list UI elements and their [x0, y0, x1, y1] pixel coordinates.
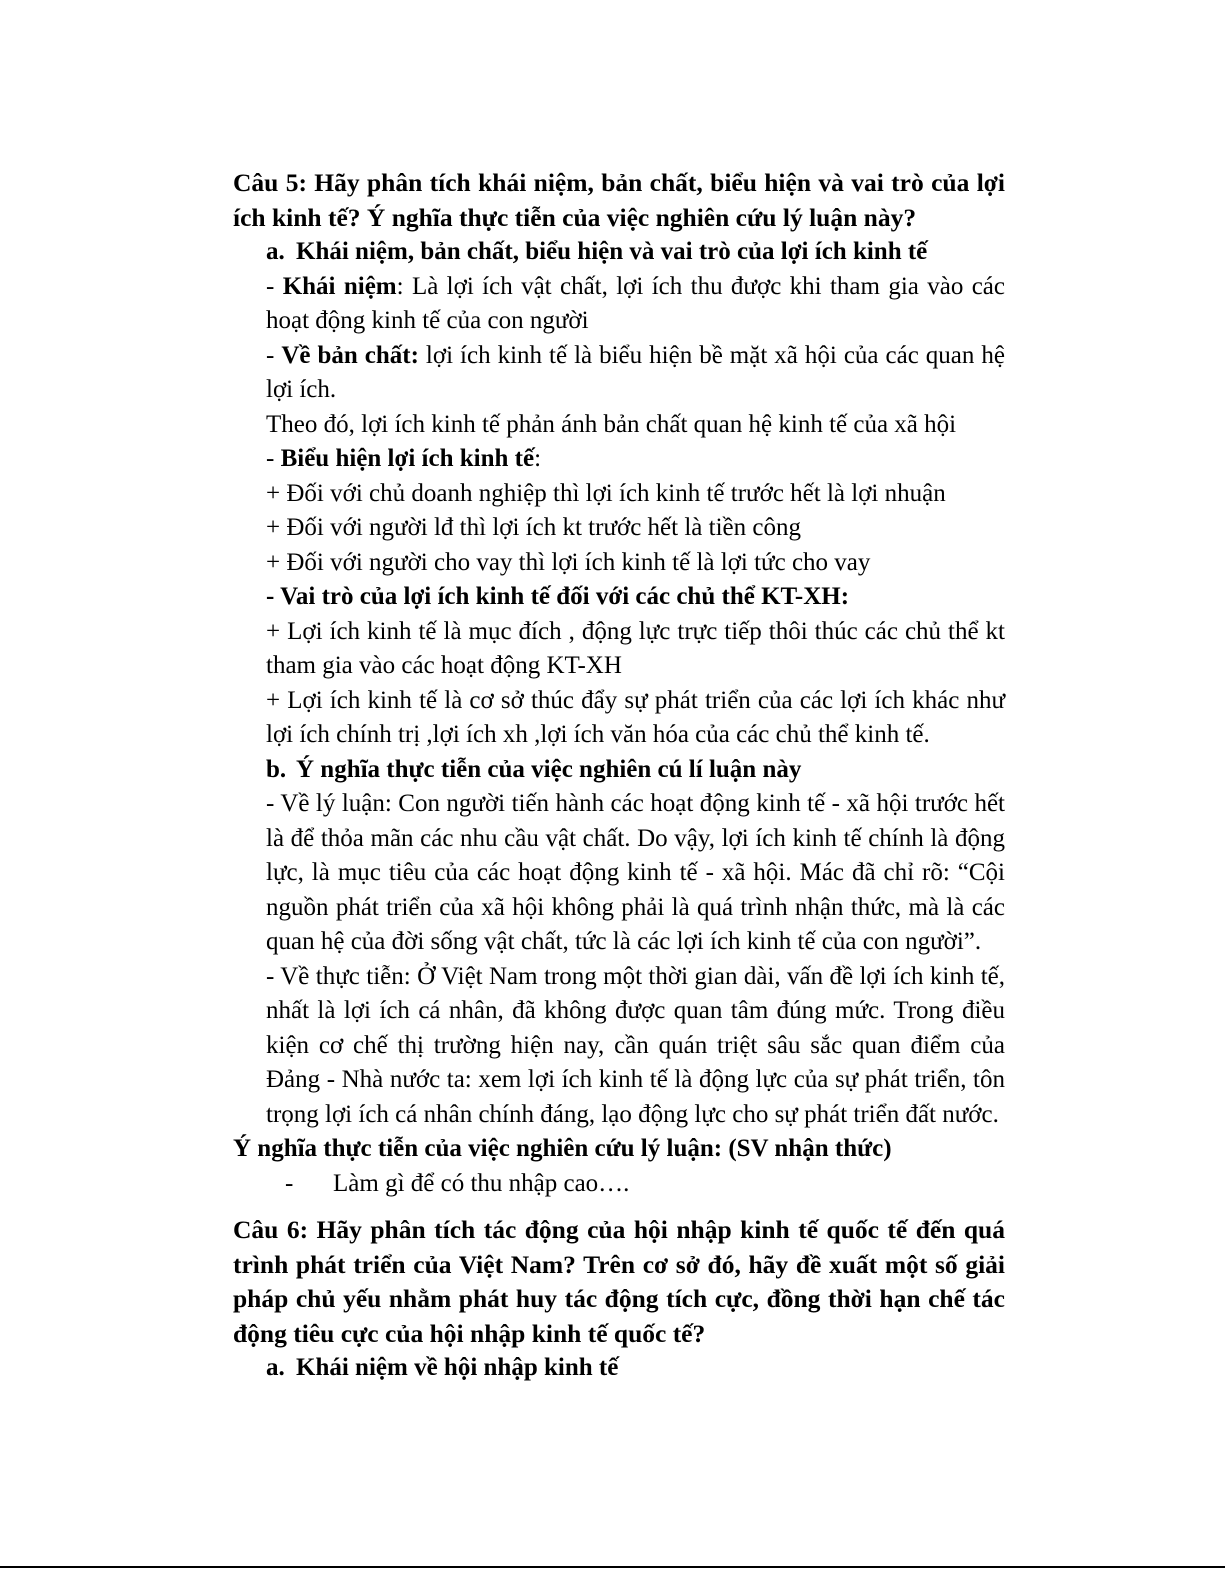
section-a-heading	[266, 235, 1005, 270]
concept-dash: -	[266, 272, 283, 300]
question-6-title: Câu 6: Hãy phân tích tác động của hội nhập kinh tế quốc tế đến quá trình phát triển của Việt Nam? Trên cơ sở đó, hãy đề xuất một số giải pháp chủ yếu nhằm phát huy tác động tích cực, đồng thời hạn chế tác động tiêu cực của hội nhập kinh tế quốc tế?	[233, 1215, 1005, 1348]
document-page	[233, 166, 1005, 1386]
section-b-letter: b.	[266, 755, 287, 783]
question-5-title: Câu 5: Hãy phân tích khái niệm, bản chất, biểu hiện và vai trò của lợi ích kinh tế? Ý nghĩa thực tiễn của việc nghiên cứu lý luận này?	[233, 168, 1005, 232]
concept-label: Khái niệm	[282, 272, 397, 300]
q6-section-a-text: Khái niệm về hội nhập kinh tế	[296, 1354, 619, 1381]
section-b-text: Ý nghĩa thực tiễn của việc nghiên cú lí luận này	[296, 755, 802, 783]
q6-section-a-heading	[266, 1351, 1005, 1386]
expression-item: + Đối với người cho vay thì lợi ích kinh tế là lợi tức cho vay	[266, 548, 871, 576]
expression-dash: -	[266, 445, 281, 472]
theory-paragraph: - Về lý luận: Con người tiến hành các hoạt động kinh tế - xã hội trước hết là để thỏa mãn các nhu cầu vật chất. Do vậy, lợi ích kinh tế chính là động lực, là mục tiêu của các hoạt động kinh tế - xã hội. Mác đã chỉ rõ: “Cội nguồn phát triển của xã hội không phải là quá trình nhận thức, mà là các quan hệ của đời sống vật chất, tức là các lợi ích kinh tế của con người”.	[266, 790, 1005, 955]
q6-section-a-letter: a.	[266, 1354, 285, 1381]
meaning-item-dash: -	[285, 1169, 294, 1197]
meaning-item-text: Làm gì để có thu nhập cao….	[333, 1169, 630, 1197]
nature-label: Về bản chất:	[281, 341, 419, 369]
expression-item: + Đối với người lđ thì lợi ích kt trước hết là tiền công	[266, 514, 801, 541]
expression-heading	[266, 442, 1005, 477]
expression-item: + Đối với chủ doanh nghiệp thì lợi ích kinh tế trước hết là lợi nhuận	[266, 479, 946, 507]
section-a-letter: a.	[266, 238, 285, 265]
practice-paragraph: - Về thực tiễn: Ở Việt Nam trong một thời gian dài, vấn đề lợi ích kinh tế, nhất là lợi ích cá nhân, đã không được quan tâm đúng mức. Trong điều kiện cơ chế thị trường hiện nay, cần quán triệt sâu sắc quan điểm của Đảng - Nhà nước ta: xem lợi ích kinh tế là động lực của sự phát triển, tôn trọng lợi ích cá nhân chính đáng, lạo động lực cho sự phát triển đất nước.	[266, 962, 1005, 1128]
concept-text: : Là lợi ích vật chất, lợi ích thu được khi tham gia vào các hoạt động kinh tế của con người	[266, 272, 1005, 334]
section-a-text: Khái niệm, bản chất, biểu hiện và vai trò của lợi ích kinh tế	[296, 238, 928, 265]
nature-text: lợi ích kinh tế là biểu hiện bề mặt xã hội của các quan hệ lợi ích.	[266, 341, 1005, 403]
role-heading: - Vai trò của lợi ích kinh tế đối với các chủ thể KT-XH:	[266, 583, 850, 610]
meaning-heading: Ý nghĩa thực tiễn của việc nghiên cứu lý luận: (SV nhận thức)	[233, 1135, 892, 1162]
nature-followup: Theo đó, lợi ích kinh tế phản ánh bản chất quan hệ kinh tế của xã hội	[266, 410, 957, 438]
expression-colon: :	[534, 445, 542, 472]
meaning-item	[285, 1167, 1005, 1202]
nature-dash: -	[266, 341, 282, 369]
expression-label: Biểu hiện lợi ích kinh tế	[280, 445, 535, 472]
role-item: + Lợi ích kinh tế là mục đích , động lực trực tiếp thôi thúc các chủ thể kt tham gia vào các hoạt động KT-XH	[266, 617, 1005, 679]
section-b-heading	[266, 753, 1005, 788]
concept-paragraph	[266, 270, 1005, 339]
page-bottom-border	[0, 1566, 1225, 1568]
role-item: + Lợi ích kinh tế là cơ sở thúc đẩy sự phát triển của các lợi ích khác như lợi ích chính trị ,lợi ích xh ,lợi ích văn hóa của các chủ thể kinh tế.	[266, 686, 1005, 748]
nature-paragraph	[266, 339, 1005, 408]
